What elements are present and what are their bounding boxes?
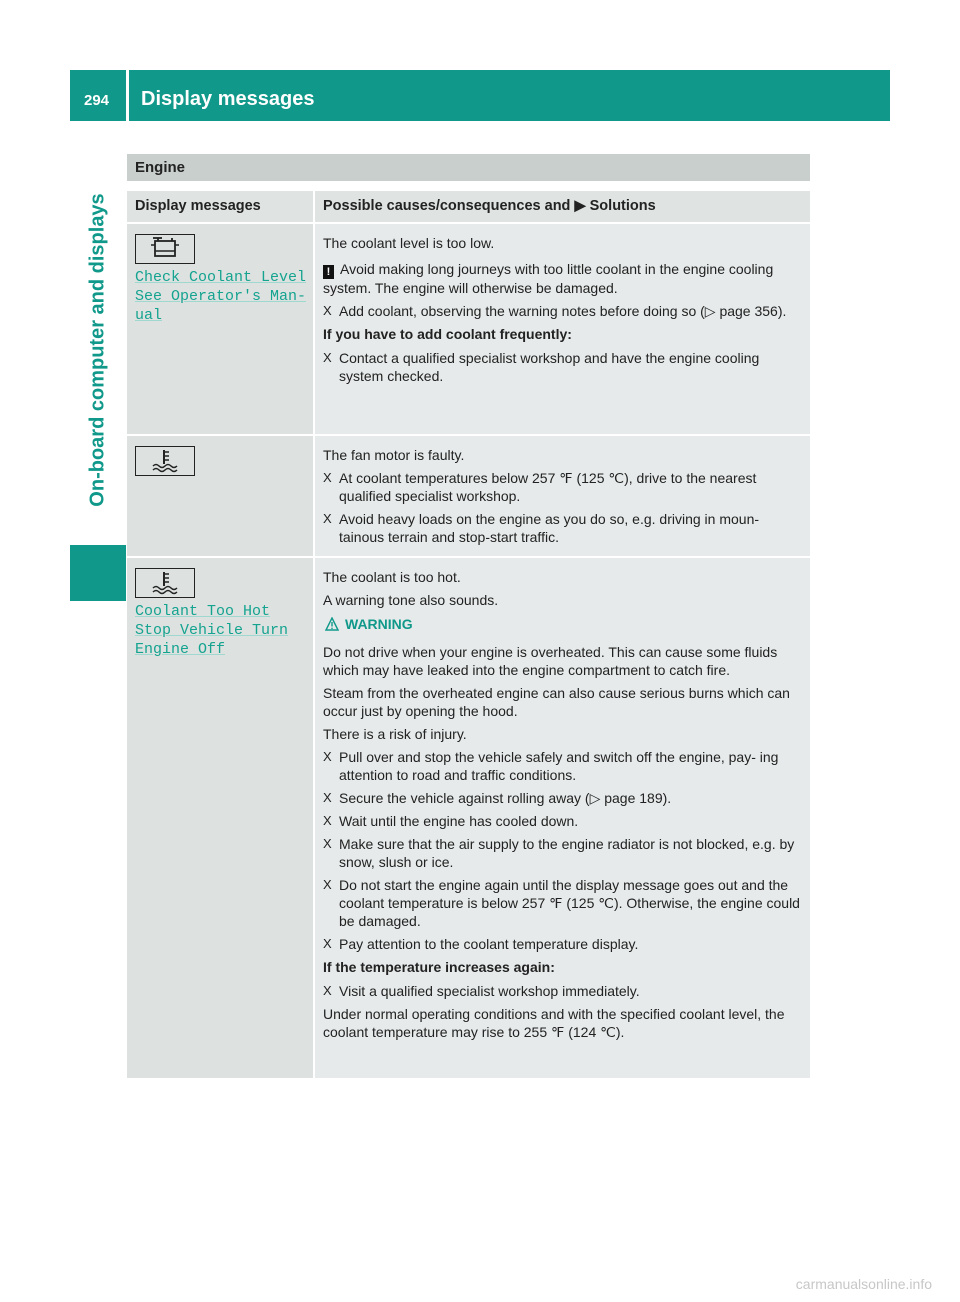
display-message-line: Engine Off <box>135 641 226 658</box>
display-message-line: Check Coolant Level <box>135 269 307 286</box>
solution-step: X Secure the vehicle against rolling away (▷ page 189). <box>323 790 672 806</box>
solutions-arrow-icon: ▶ <box>574 198 586 214</box>
solution-step: X At coolant temperatures below 257 ℉ (125 ℃), drive to the nearest qualified specialist workshop. <box>323 470 757 504</box>
coolant-temperature-icon <box>135 568 195 598</box>
notice-text: ! Avoid making long journeys with too little coolant in the engine cooling system. The engine will otherwise be damaged. <box>323 261 774 296</box>
cause-text: The coolant level is too low. <box>323 235 495 251</box>
solution-step: X Contact a qualified specialist workshop and have the engine cooling system checked. <box>323 350 760 384</box>
warning-triangle-icon <box>325 617 339 631</box>
warning-text: There is a risk of injury. <box>323 726 467 742</box>
side-marker <box>70 545 126 601</box>
side-label: On-board computer and displays <box>86 193 109 507</box>
table-row <box>127 224 810 434</box>
closing-text: Under normal operating conditions and with the specified coolant level, the coolant temperature may rise to 255 ℉ (124 ℃). <box>323 1006 785 1040</box>
watermark: carmanualsonline.info <box>795 1276 932 1292</box>
page-number: 294 <box>84 92 110 109</box>
header-causes-solutions: Possible causes/consequences and ▶ Solutions <box>315 191 810 222</box>
subheading: If the temperature increases again: <box>323 959 555 975</box>
table-header <box>127 191 810 222</box>
header-display-messages: Display messages <box>127 191 313 222</box>
coolant-level-icon <box>135 234 195 264</box>
table-row <box>127 436 810 556</box>
solution-step: X Do not start the engine again until the display message goes out and the coolant temperature is below 257 ℉ (125 ℃). Otherwise, the engine could be damaged. <box>323 877 800 929</box>
warning-text: Steam from the overheated engine can also cause serious burns which can occur just by opening the hood. <box>323 685 790 719</box>
solution-step: X Wait until the engine has cooled down. <box>323 813 579 829</box>
notice-icon: ! <box>323 265 334 279</box>
solution-step: X Pull over and stop the vehicle safely and switch off the engine, pay‐ ing attention to road and traffic conditions. <box>323 749 779 783</box>
solution-step: X Pay attention to the coolant temperature display. <box>323 936 639 952</box>
display-message-line: See Operator's Man‐ <box>135 288 307 305</box>
solution-step: X Visit a qualified specialist workshop immediately. <box>323 983 640 999</box>
warning-heading: WARNING <box>323 615 804 633</box>
table-row <box>127 558 810 1078</box>
subheading: If you have to add coolant frequently: <box>323 326 572 342</box>
cause-text: A warning tone also sounds. <box>323 592 499 608</box>
cause-text: The coolant is too hot. <box>323 569 461 585</box>
solution-step: X Make sure that the air supply to the engine radiator is not blocked, e.g. by snow, slush or ice. <box>323 836 795 870</box>
engine-table <box>127 154 810 1080</box>
cause-text: The fan motor is faulty. <box>323 447 465 463</box>
warning-text: Do not drive when your engine is overheated. This can cause some fluids which may have leaked into the engine compartment to catch fire. <box>323 644 778 678</box>
display-message-line: ual <box>135 307 163 324</box>
section-title: Display messages <box>141 88 315 110</box>
table-title: Engine <box>127 154 810 181</box>
display-message-line: Coolant Too Hot <box>135 603 271 620</box>
display-message-line: Stop Vehicle Turn <box>135 622 289 639</box>
solution-step: X Add coolant, observing the warning notes before doing so (▷ page 356). <box>323 303 787 319</box>
header-separator <box>126 70 129 121</box>
coolant-temperature-icon <box>135 446 195 476</box>
solution-step: X Avoid heavy loads on the engine as you do so, e.g. driving in moun‐ tainous terrain and stop-start traffic. <box>323 511 760 545</box>
